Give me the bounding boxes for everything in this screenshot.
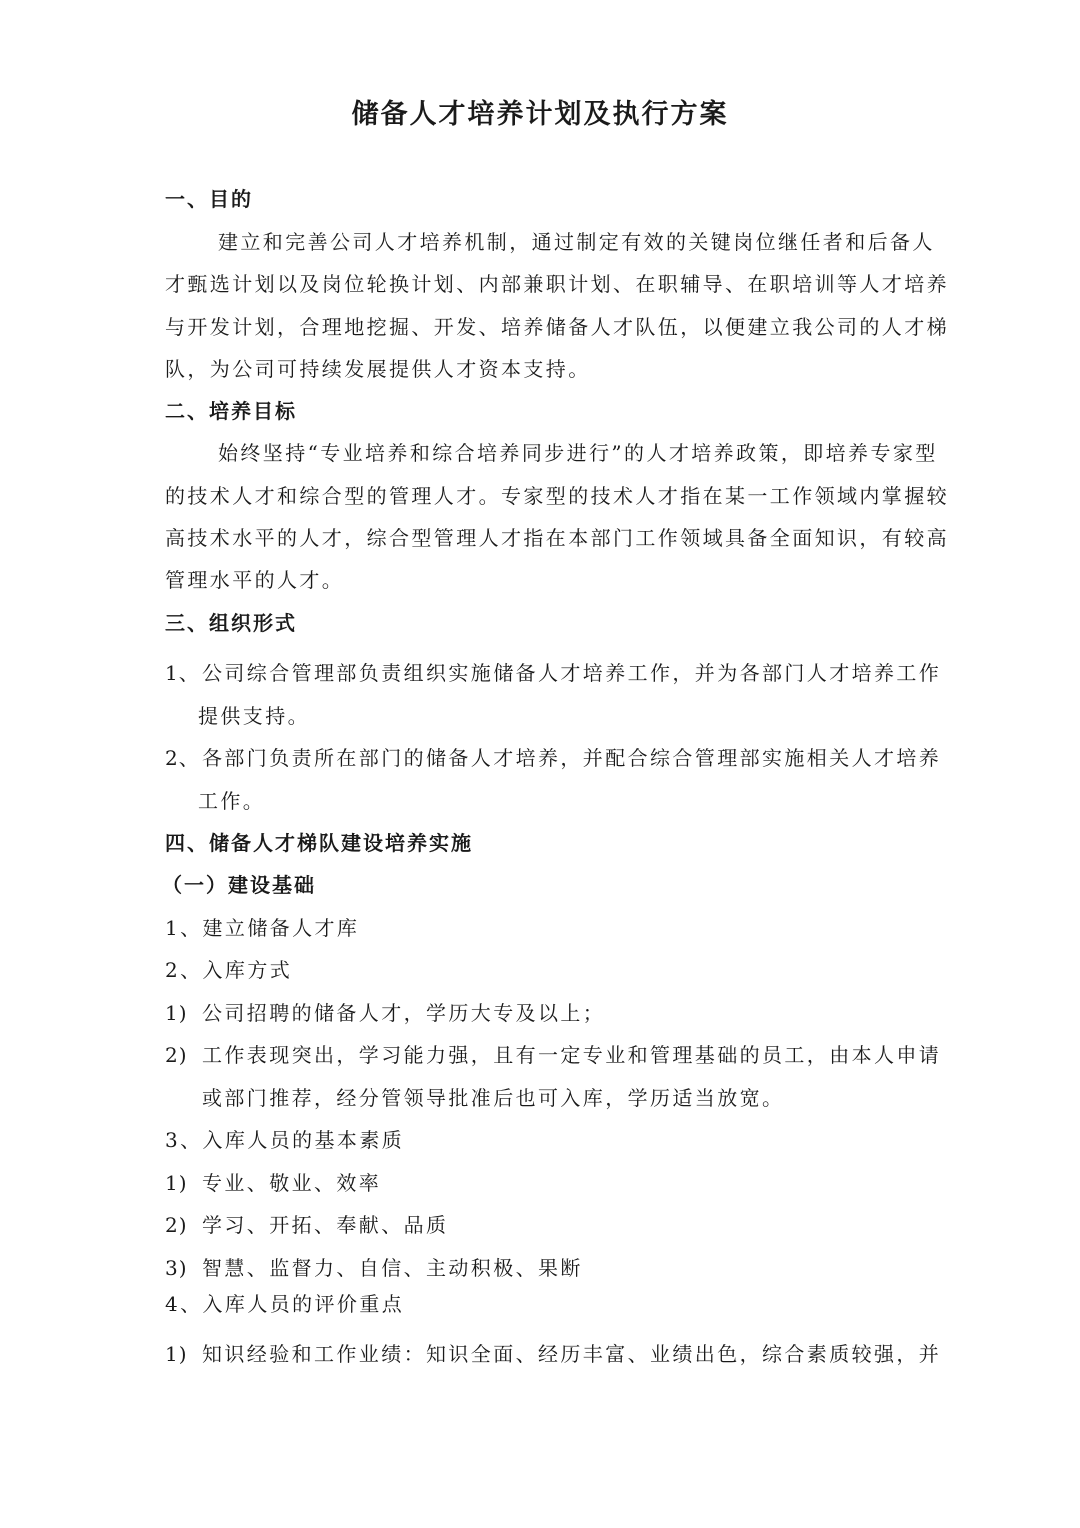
numbered-point: 4、入库人员的评价重点 bbox=[165, 1292, 405, 1316]
numbered-point: 1、建立储备人才库 bbox=[165, 916, 360, 940]
list-item bbox=[165, 658, 941, 688]
document-title: 储备人才培养计划及执行方案 bbox=[351, 99, 729, 130]
list-item bbox=[165, 743, 941, 773]
paragraph-line: 建立和完善公司人才培养机制，通过制定有效的关键岗位继任者和后备人 bbox=[218, 230, 935, 254]
list-item bbox=[165, 998, 605, 1028]
list-item-text: 智慧、监督力、自信、主动积极、果断 bbox=[202, 1256, 583, 1280]
paragraph-line: 高技术水平的人才，综合型管理人才指在本部门工作领域具备全面知识，有较高 bbox=[165, 526, 949, 550]
list-item-continuation: 提供支持。 bbox=[198, 704, 310, 728]
list-item-number: 3) bbox=[165, 1256, 188, 1280]
paragraph-line: 管理水平的人才。 bbox=[165, 568, 345, 592]
subsection-heading: （一）建设基础 bbox=[162, 873, 316, 897]
list-item-number: 1) bbox=[165, 1171, 188, 1195]
list-item bbox=[165, 1040, 941, 1070]
section-heading-purpose: 一、目的 bbox=[165, 187, 253, 211]
list-item-continuation: 或部门推荐，经分管领导批准后也可入库，学历适当放宽。 bbox=[202, 1086, 785, 1110]
list-item bbox=[165, 1168, 381, 1198]
list-item-text: 公司招聘的储备人才，学历大专及以上； bbox=[202, 1001, 606, 1025]
section-heading-goals: 二、培养目标 bbox=[165, 399, 297, 423]
numbered-point: 2、入库方式 bbox=[165, 958, 293, 982]
list-item bbox=[165, 1339, 941, 1369]
list-item-text: 公司综合管理部负责组织实施储备人才培养工作，并为各部门人才培养工作 bbox=[202, 661, 942, 685]
list-item bbox=[165, 1210, 448, 1240]
list-item-continuation: 工作。 bbox=[198, 789, 266, 813]
list-item-number: 1、 bbox=[165, 661, 200, 685]
list-item bbox=[165, 1253, 583, 1283]
list-item-number: 2) bbox=[165, 1213, 188, 1237]
paragraph-line: 的技术人才和综合型的管理人才。专家型的技术人才指在某一工作领域内掌握较 bbox=[165, 484, 949, 508]
paragraph-line: 始终坚持“专业培养和综合培养同步进行”的人才培养政策，即培养专家型 bbox=[218, 441, 938, 465]
list-item-number: 2、 bbox=[165, 746, 200, 770]
list-item-text: 学习、开拓、奉献、品质 bbox=[202, 1213, 449, 1237]
list-item-text: 专业、敬业、效率 bbox=[202, 1171, 382, 1195]
section-heading-implementation: 四、储备人才梯队建设培养实施 bbox=[165, 831, 473, 855]
list-item-text: 知识经验和工作业绩：知识全面、经历丰富、业绩出色，综合素质较强，并 bbox=[202, 1342, 942, 1366]
list-item-number: 1) bbox=[165, 1342, 188, 1366]
paragraph-line: 与开发计划，合理地挖掘、开发、培养储备人才队伍，以便建立我公司的人才梯 bbox=[165, 315, 949, 339]
paragraph-line: 才甄选计划以及岗位轮换计划、内部兼职计划、在职辅导、在职培训等人才培养 bbox=[165, 272, 949, 296]
numbered-point: 3、入库人员的基本素质 bbox=[165, 1128, 405, 1152]
list-item-number: 1) bbox=[165, 1001, 188, 1025]
section-heading-organization: 三、组织形式 bbox=[165, 611, 297, 635]
list-item-text: 工作表现突出，学习能力强，且有一定专业和管理基础的员工，由本人申请 bbox=[202, 1043, 942, 1067]
list-item-number: 2) bbox=[165, 1043, 188, 1067]
list-item-text: 各部门负责所在部门的储备人才培养，并配合综合管理部实施相关人才培养 bbox=[202, 746, 942, 770]
paragraph-line: 队，为公司可持续发展提供人才资本支持。 bbox=[165, 357, 591, 381]
